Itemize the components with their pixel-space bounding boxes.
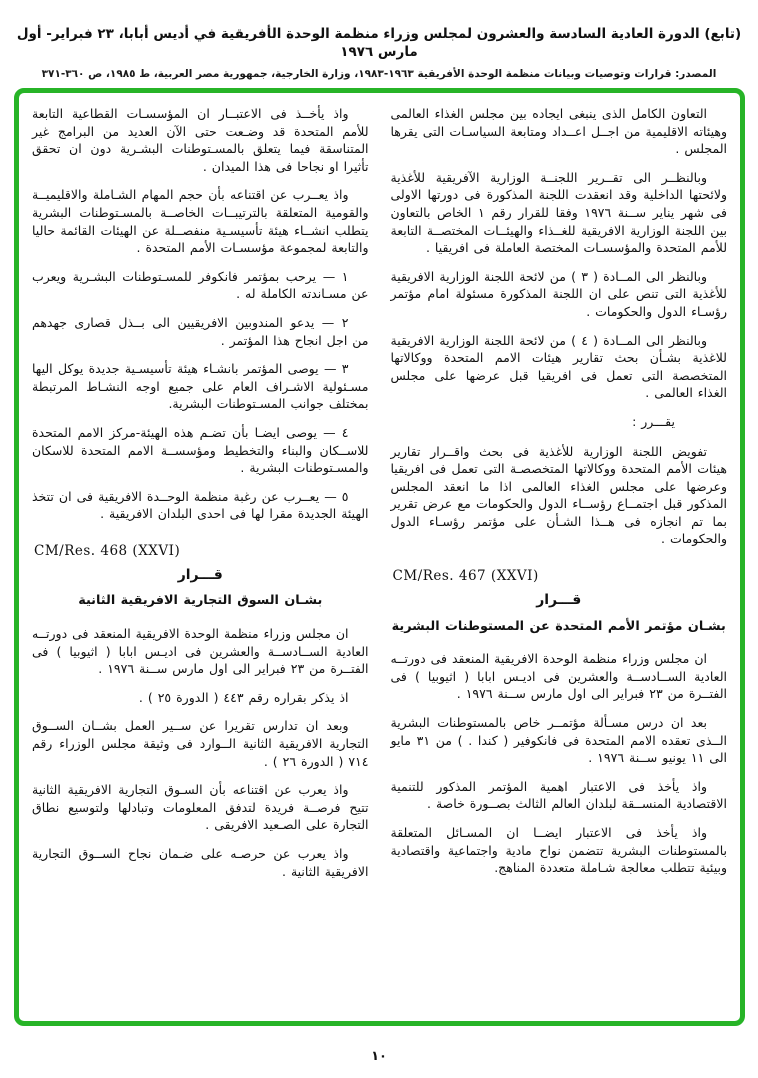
- numbered-item-3: ٣ — يوصى المؤتمر بانشـاء هيئة تأسيسـية جديدة يوكل اليها مسـئولية الاشـراف العام على جميع اوجه النشـاط المرتبطة بمختلف جوانب المسـتوطنات البشرية.: [32, 361, 369, 412]
- paragraph: واذ يأخــذ فى الاعتبــار ان المؤسسـات القطاعية التابعة للأمم المتحدة قد وضـعت حتى الآن العديد من البرامج غير المتناسقة فيما يتعلق بالمسـتوطنات البشـرية دون ان تحقق تأثيرا او نجاحا فى هذا الميدان .: [32, 106, 369, 174]
- source-citation: المصدر: قرارات وتوصيات وبيانات منظمة الوحدة الأفريقية ١٩٦٣-١٩٨٣، وزارة الخارجية، جمهورية مصر العربية، ط ١٩٨٥، ص ٣٦٠-٣٧١: [41, 68, 717, 80]
- two-column-layout: [32, 105, 727, 1013]
- session-title: (تابع) الدورة العادية السادسة والعشرون لمجلس وزراء منظمة الوحدة الأفريقية في أديس أبابا، ٢٣ فبراير- أول مارس ١٩٧٦: [16, 26, 742, 60]
- paragraph: ان مجلس وزراء منظمة الوحدة الافريقية المنعقد فى دورتــه العادية الســادســة والعشرين فى اديـس ابابا ( اثيوبيا ) فى الفتــرة من ٢٣ فبراير الى اول مارس ســنة ١٩٧٦ .: [390, 651, 727, 702]
- right-column: [391, 105, 728, 1013]
- paragraph: وبعد ان تدارس تقريرا عن ســير العمل بشــان الســوق التجارية الافريقية الثانية الــوارد فى وثيقة مجلس الوزراء رقم ٧١٤ ( الدورة ٢٦ ) .: [32, 718, 369, 769]
- resolution-number-467: CM/Res. 467 (XXVI): [392, 568, 539, 585]
- page-header: [0, 0, 758, 81]
- green-border-frame: [14, 88, 745, 1026]
- paragraph: واذ يأخذ فى الاعتبار ايضــا ان المسـائل المتعلقة بالمستوطنات البشرية تتضمن نواح مادية واجتماعية واقتصادية وبيئية تتطلب معالجة شـاملة متعددة المناهج.: [390, 825, 727, 876]
- paragraph: واذ يعــرب عن اقتناعه بأن حجم المهام الشـاملة والاقليميــة والقومية المتعلقة بالترتيبــات الخاصــة بالمسـتوطنات البشرية يتطلب انشــاء هيئة تأسيسـية منفصــلة عن الهيئات القائمة حاليا والتابعة لمجموعة مؤسسـات الأمم المتحدة .: [32, 187, 369, 256]
- resolution-title: قـــرار: [536, 592, 582, 609]
- resolution-number-468: CM/Res. 468 (XXVI): [34, 542, 181, 559]
- paragraph: التعاون الكامل الذى ينبغى ايجاده بين مجلس الغذاء العالمى وهيئاته الاقليمية من اجــل اعــداد ومتابعة السياسـات التى يقرها المجلس .: [390, 106, 727, 157]
- paragraph: وبالنظر الى المــادة ( ٤ ) من لائحة اللجنة الوزارية الافريقية للاغذية بشـأن بحث تقارير هيئات الامم المتحدة ووكالاتها المتخصصة التى تعمل فى افريقيا قبل عرضها على مجلس الغذاء العالمى .: [390, 332, 727, 401]
- resolution-subtitle: بشـان مؤتمر الأمم المتحدة عن المستوطنات البشرية: [391, 618, 726, 634]
- numbered-item-4: ٤ — يوصى ايضـا بأن تضـم هذه الهيئة-مركز الامم المتحدة للاســكان والبناء والتخطيط ومؤسســة الامم المتحدة للاسكان والمسـتوطنات البشرية .: [32, 424, 369, 476]
- numbered-item-1: ١ — يرحب بمؤتمر فانكوفر للمسـتوطنات البشـرية ويعرب عن مسـاندته الكاملة له .: [32, 268, 369, 302]
- resolution-title: قـــرار: [177, 566, 223, 583]
- paragraph: واذ يعرب عن حرصـه على ضـمان نجاح الســوق التجارية الافريقية الثانية .: [32, 846, 369, 879]
- paragraph: وبالنظــر الى تقــرير اللجنــة الوزارية الآفريقية للأغذية ولائحتها الداخلية وقد انعقدت اللجنة المذكورة فى دورتها الاولى فى شهر يناير ســنة ١٩٧٦ وفقا للقرار رقم ١ الخاص بالتعاون بين اللجنة الوزارية الافريقية للغــذاء والهيئــات المختصــة التابعة للأمم المتحدة والمؤسسـات المختصة العاملة فى افريقيا .: [390, 169, 727, 256]
- paragraph: واذ يأخذ فى الاعتبار اهمية المؤتمر المذكور للتنمية الاقتصادية المنســقة لبلدان العالم الثالث بصــورة خاصة .: [390, 778, 727, 812]
- numbered-item-2: ٢ — يدعو المندوبين الافريقيين الى بــذل قصارى جهدهم من اجل انجاح هذا المؤتمر .: [32, 314, 369, 348]
- paragraph: بعد ان درس مسـألة مؤتمــر خاص بالمستوطنات البشرية الــذى تعقده الامم المتحدة فى فانكوفير ( كندا . ) من ٣١ مايو الى ١١ يونيو ســنة ١٩٧٦ .: [390, 715, 727, 766]
- decision-paragraph: تفويض اللجنة الوزارية للأغذية فى بحث واقــرار تقارير هيئات الأمم المتحدة ووكالاتها المتخصصـة التى تعمل فى افريقيا وعرضها على مجلس الغذاء العالمى اذا ما انعقد المجلس المذكور قبل اجتمــاع رؤســاء الدول والحكومات مع عرض تقرير بما تم انجازه فى هــذا الشـأن على مؤتمر رؤسـاء الدول والحكومات .: [390, 443, 727, 547]
- recall-resolution-line: اذ يذكر بقراره رقم ٤٤٣ ( الدورة ٢٥ ) .: [138, 689, 349, 705]
- decides-line: يقـــرر :: [632, 413, 675, 429]
- numbered-item-5: ٥ — يعــرب عن رغبة منظمة الوحــدة الافريقية فى ان تتخذ الهيئة الجديدة مقرا لها فى احدى البلدان الافريقية .: [32, 488, 369, 522]
- paragraph: واذ يعرب عن اقتناعه بأن السـوق التجارية الافريقية الثانية تتيح فرصــة فريدة لتدفق المعلومات وتبادلها ولتوسيع نطاق التجارة على الصـعيد الافريقى .: [32, 782, 369, 833]
- resolution-subtitle: بشـان السوق التجارية الافريقية الثانية: [78, 593, 323, 609]
- left-column: [32, 105, 369, 1013]
- paragraph: وبالنظر الى المــادة ( ٣ ) من لائحة اللجنة الوزارية الافريقية للأغذية التى تنص على ان اللجنة المذكورة مسئولة امام مؤتمر رؤسـاء الدول والحكومات .: [390, 268, 727, 319]
- page-number: ١٠: [371, 1049, 387, 1064]
- paragraph: ان مجلس وزراء منظمة الوحدة الافريقية المنعقد فى دورتــه العادية الســادســة والعشرين فى اديـس ابابا ( اثيوبيا ) فى الفتــرة من ٢٣ فبراير الى اول مارس ســنة ١٩٧٦ .: [32, 626, 369, 677]
